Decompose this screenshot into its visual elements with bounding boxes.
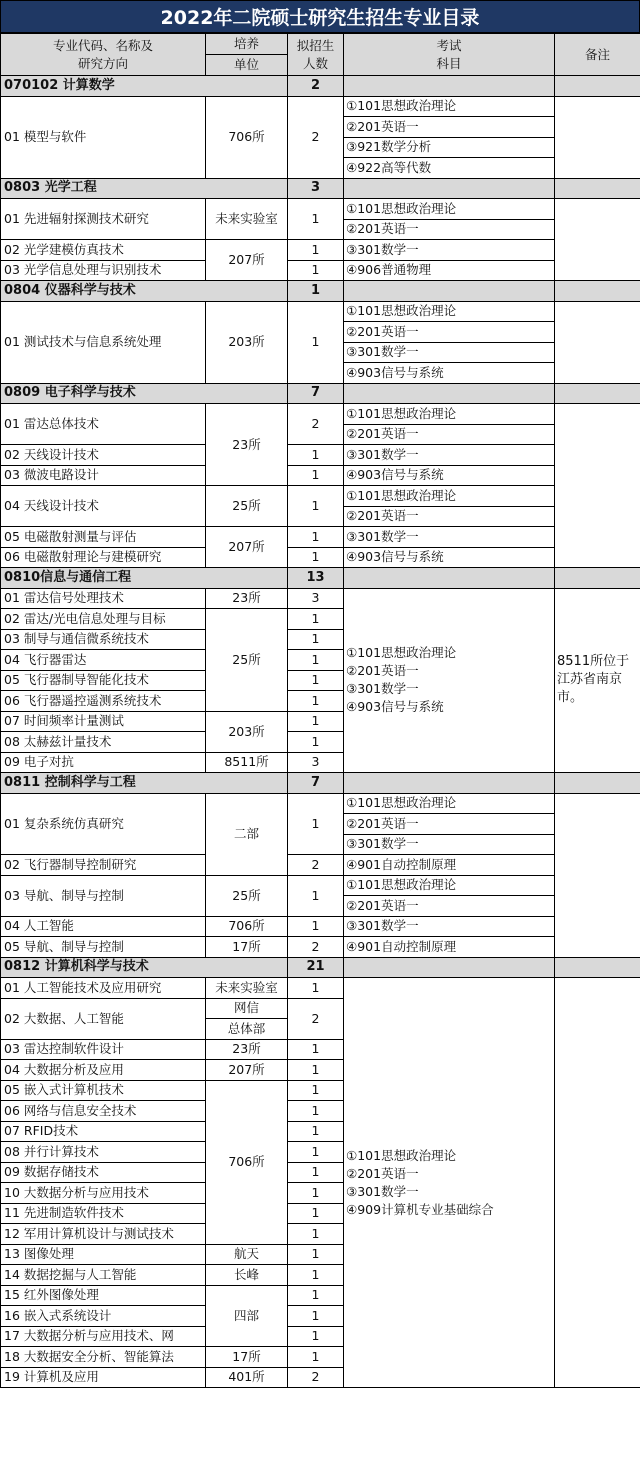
direction: 01 模型与软件 [1,96,206,178]
unit: 25所 [206,609,288,712]
exam-subject: ②201英语一 [344,117,555,138]
unit: 17所 [206,937,288,958]
note-cell: 8511所位于江苏省南京市。 [555,588,640,773]
unit: 706所 [206,96,288,178]
unit: 25所 [206,486,288,527]
table-row [1,978,640,999]
note-cell [555,793,640,957]
unit: 8511所 [206,752,288,773]
direction: 01 测试技术与信息系统处理 [1,301,206,383]
unit: 207所 [206,1060,288,1081]
count: 1 [288,670,344,691]
count: 1 [288,1080,344,1101]
direction: 06 飞行器遥控遥测系统技术 [1,691,206,712]
unit: 长峰 [206,1265,288,1286]
section-row [1,76,640,97]
exam-subject: ④922高等代数 [344,158,555,179]
direction: 01 先进辐射探测技术研究 [1,199,206,240]
direction: 07 时间频率计量测试 [1,711,206,732]
unit: 23所 [206,404,288,486]
unit: 23所 [206,588,288,609]
count: 1 [288,1101,344,1122]
count: 1 [288,629,344,650]
catalog-table [0,33,640,1388]
direction: 05 飞行器制导智能化技术 [1,670,206,691]
unit: 207所 [206,527,288,568]
exam-subject: ④903信号与系统 [344,547,555,568]
count: 1 [288,978,344,999]
section-row [1,957,640,978]
exam-subject: ②201英语一 [344,506,555,527]
exam-subject: ②201英语一 [346,663,419,679]
exam-subject: ①101思想政治理论 [346,645,457,661]
exam-subject: ①101思想政治理论 [344,793,555,814]
count: 1 [288,486,344,527]
count: 3 [288,588,344,609]
unit: 未来实验室 [206,978,288,999]
unit: 未来实验室 [206,199,288,240]
count: 1 [288,1347,344,1368]
exam-subject: ④903信号与系统 [344,465,555,486]
table-row [1,527,640,548]
direction: 04 人工智能 [1,916,206,937]
direction: 06 电磁散射理论与建模研究 [1,547,206,568]
table-row [1,240,640,261]
count: 1 [288,711,344,732]
count: 1 [288,916,344,937]
table-row [1,404,640,425]
direction: 10 大数据分析与应用技术 [1,1183,206,1204]
count: 1 [288,1244,344,1265]
exam-subject: ②201英语一 [344,219,555,240]
count: 1 [288,547,344,568]
direction: 16 嵌入式系统设计 [1,1306,206,1327]
count: 1 [288,732,344,753]
direction: 04 飞行器雷达 [1,650,206,671]
exam-subject: ②201英语一 [344,424,555,445]
exam-subject: ④901自动控制原理 [344,855,555,876]
count: 1 [288,1326,344,1347]
count: 2 [288,937,344,958]
header-major: 专业代码、名称及 研究方向 [1,34,206,76]
exam-subject: ③301数学一 [344,240,555,261]
count: 1 [288,1224,344,1245]
section-total: 7 [288,383,344,404]
count: 1 [288,240,344,261]
section-total: 2 [288,76,344,97]
table-row [1,855,640,876]
table-row [1,937,640,958]
exam-subject: ①101思想政治理论 [344,199,555,220]
header-note: 备注 [555,34,640,76]
section-total: 3 [288,178,344,199]
count: 1 [288,301,344,383]
header-unit-top: 培养 [206,34,288,55]
count: 1 [288,1060,344,1081]
count: 2 [288,96,344,178]
unit: 401所 [206,1367,288,1388]
unit: 网信 [206,998,288,1019]
exam-subject: ③301数学一 [346,681,419,697]
count: 2 [288,855,344,876]
exam-subject: ①101思想政治理论 [344,96,555,117]
note-cell [555,404,640,568]
exam-subject: ②201英语一 [344,814,555,835]
table-row [1,465,640,486]
exam-subject: ④909计算机专业基础综合 [346,1201,494,1217]
direction: 14 数据挖掘与人工智能 [1,1265,206,1286]
unit: 二部 [206,793,288,875]
section-row [1,281,640,302]
unit: 207所 [206,240,288,281]
count: 2 [288,1367,344,1388]
direction: 03 雷达控制软件设计 [1,1039,206,1060]
count: 1 [288,609,344,630]
count: 2 [288,998,344,1039]
exam-subject: ①101思想政治理论 [346,1147,457,1163]
count: 1 [288,1285,344,1306]
unit: 17所 [206,1347,288,1368]
exam-subject: ④903信号与系统 [346,699,444,715]
section-row [1,773,640,794]
note-cell [555,978,640,1388]
count: 1 [288,1039,344,1060]
section-total: 21 [288,957,344,978]
direction: 02 天线设计技术 [1,445,206,466]
unit: 四部 [206,1285,288,1347]
exam-subject: ②201英语一 [346,1165,419,1181]
header-count: 拟招生 人数 [288,34,344,76]
exam-subject: ①101思想政治理论 [344,404,555,425]
section-total: 7 [288,773,344,794]
note-cell [555,301,640,383]
direction: 02 大数据、人工智能 [1,998,206,1039]
count: 1 [288,1306,344,1327]
direction: 18 大数据安全分析、智能算法 [1,1347,206,1368]
unit: 25所 [206,875,288,916]
header-exam: 考试 科目 [344,34,555,76]
count: 1 [288,1142,344,1163]
section-name: 0803 光学工程 [1,178,288,199]
direction: 01 雷达总体技术 [1,404,206,445]
unit: 706所 [206,916,288,937]
unit: 航天 [206,1244,288,1265]
exam-subjects [344,588,555,773]
direction: 02 飞行器制导控制研究 [1,855,206,876]
section-row [1,568,640,589]
direction: 01 人工智能技术及应用研究 [1,978,206,999]
exam-subject: ③301数学一 [344,342,555,363]
section-name: 0810信息与通信工程 [1,568,288,589]
note-cell [555,199,640,281]
direction: 05 嵌入式计算机技术 [1,1080,206,1101]
count: 3 [288,752,344,773]
table-row [1,588,640,609]
exam-subject: ③301数学一 [344,916,555,937]
table-row [1,547,640,568]
direction: 09 数据存储技术 [1,1162,206,1183]
direction: 17 大数据分析与应用技术、网 [1,1326,206,1347]
table-row [1,96,640,117]
unit: 总体部 [206,1019,288,1040]
section-name: 070102 计算数学 [1,76,288,97]
table-row [1,301,640,322]
header-unit-bottom: 单位 [206,55,288,76]
direction: 03 光学信息处理与识别技术 [1,260,206,281]
direction: 08 并行计算技术 [1,1142,206,1163]
table-row [1,445,640,466]
section-total: 13 [288,568,344,589]
section-name: 0809 电子科学与技术 [1,383,288,404]
direction: 08 太赫兹计量技术 [1,732,206,753]
direction: 03 微波电路设计 [1,465,206,486]
page-title: 2022年二院硕士研究生招生专业目录 [0,0,640,33]
exam-subjects [344,978,555,1388]
exam-subject: ①101思想政治理论 [344,486,555,507]
direction: 09 电子对抗 [1,752,206,773]
section-name: 0804 仪器科学与技术 [1,281,288,302]
unit: 706所 [206,1080,288,1244]
direction: 19 计算机及应用 [1,1367,206,1388]
table-row [1,260,640,281]
count: 1 [288,1162,344,1183]
note-cell [555,96,640,178]
count: 1 [288,445,344,466]
table-row [1,916,640,937]
section-total: 1 [288,281,344,302]
unit: 23所 [206,1039,288,1060]
count: 1 [288,875,344,916]
count: 1 [288,691,344,712]
count: 1 [288,793,344,855]
count: 1 [288,199,344,240]
direction: 01 复杂系统仿真研究 [1,793,206,855]
unit: 203所 [206,711,288,752]
exam-subject: ①101思想政治理论 [344,301,555,322]
exam-subject: ②201英语一 [344,322,555,343]
exam-subject: ②201英语一 [344,896,555,917]
direction: 01 雷达信号处理技术 [1,588,206,609]
direction: 03 制导与通信微系统技术 [1,629,206,650]
table-row [1,875,640,896]
count: 1 [288,1203,344,1224]
direction: 04 天线设计技术 [1,486,206,527]
count: 1 [288,260,344,281]
exam-subject: ③301数学一 [344,834,555,855]
direction: 11 先进制造软件技术 [1,1203,206,1224]
section-name: 0811 控制科学与工程 [1,773,288,794]
exam-subject: ③921数学分析 [344,137,555,158]
table-row [1,199,640,220]
count: 1 [288,1121,344,1142]
exam-subject: ③301数学一 [346,1183,419,1199]
direction: 05 电磁散射测量与评估 [1,527,206,548]
direction: 06 网络与信息安全技术 [1,1101,206,1122]
direction: 13 图像处理 [1,1244,206,1265]
count: 1 [288,527,344,548]
table-row [1,793,640,814]
exam-subject: ④901自动控制原理 [344,937,555,958]
direction: 15 红外图像处理 [1,1285,206,1306]
direction: 04 大数据分析及应用 [1,1060,206,1081]
count: 1 [288,650,344,671]
count: 1 [288,1183,344,1204]
exam-subject: ①101思想政治理论 [344,875,555,896]
exam-subject: ④903信号与系统 [344,363,555,384]
count: 2 [288,404,344,445]
direction: 12 军用计算机设计与测试技术 [1,1224,206,1245]
count: 1 [288,1265,344,1286]
section-name: 0812 计算机科学与技术 [1,957,288,978]
section-row [1,383,640,404]
exam-subject: ④906普通物理 [344,260,555,281]
section-row [1,178,640,199]
direction: 05 导航、制导与控制 [1,937,206,958]
direction: 02 光学建模仿真技术 [1,240,206,261]
exam-subject: ③301数学一 [344,445,555,466]
direction: 07 RFID技术 [1,1121,206,1142]
exam-subject: ③301数学一 [344,527,555,548]
direction: 02 雷达/光电信息处理与目标 [1,609,206,630]
unit: 203所 [206,301,288,383]
table-row [1,486,640,507]
count: 1 [288,465,344,486]
direction: 03 导航、制导与控制 [1,875,206,916]
